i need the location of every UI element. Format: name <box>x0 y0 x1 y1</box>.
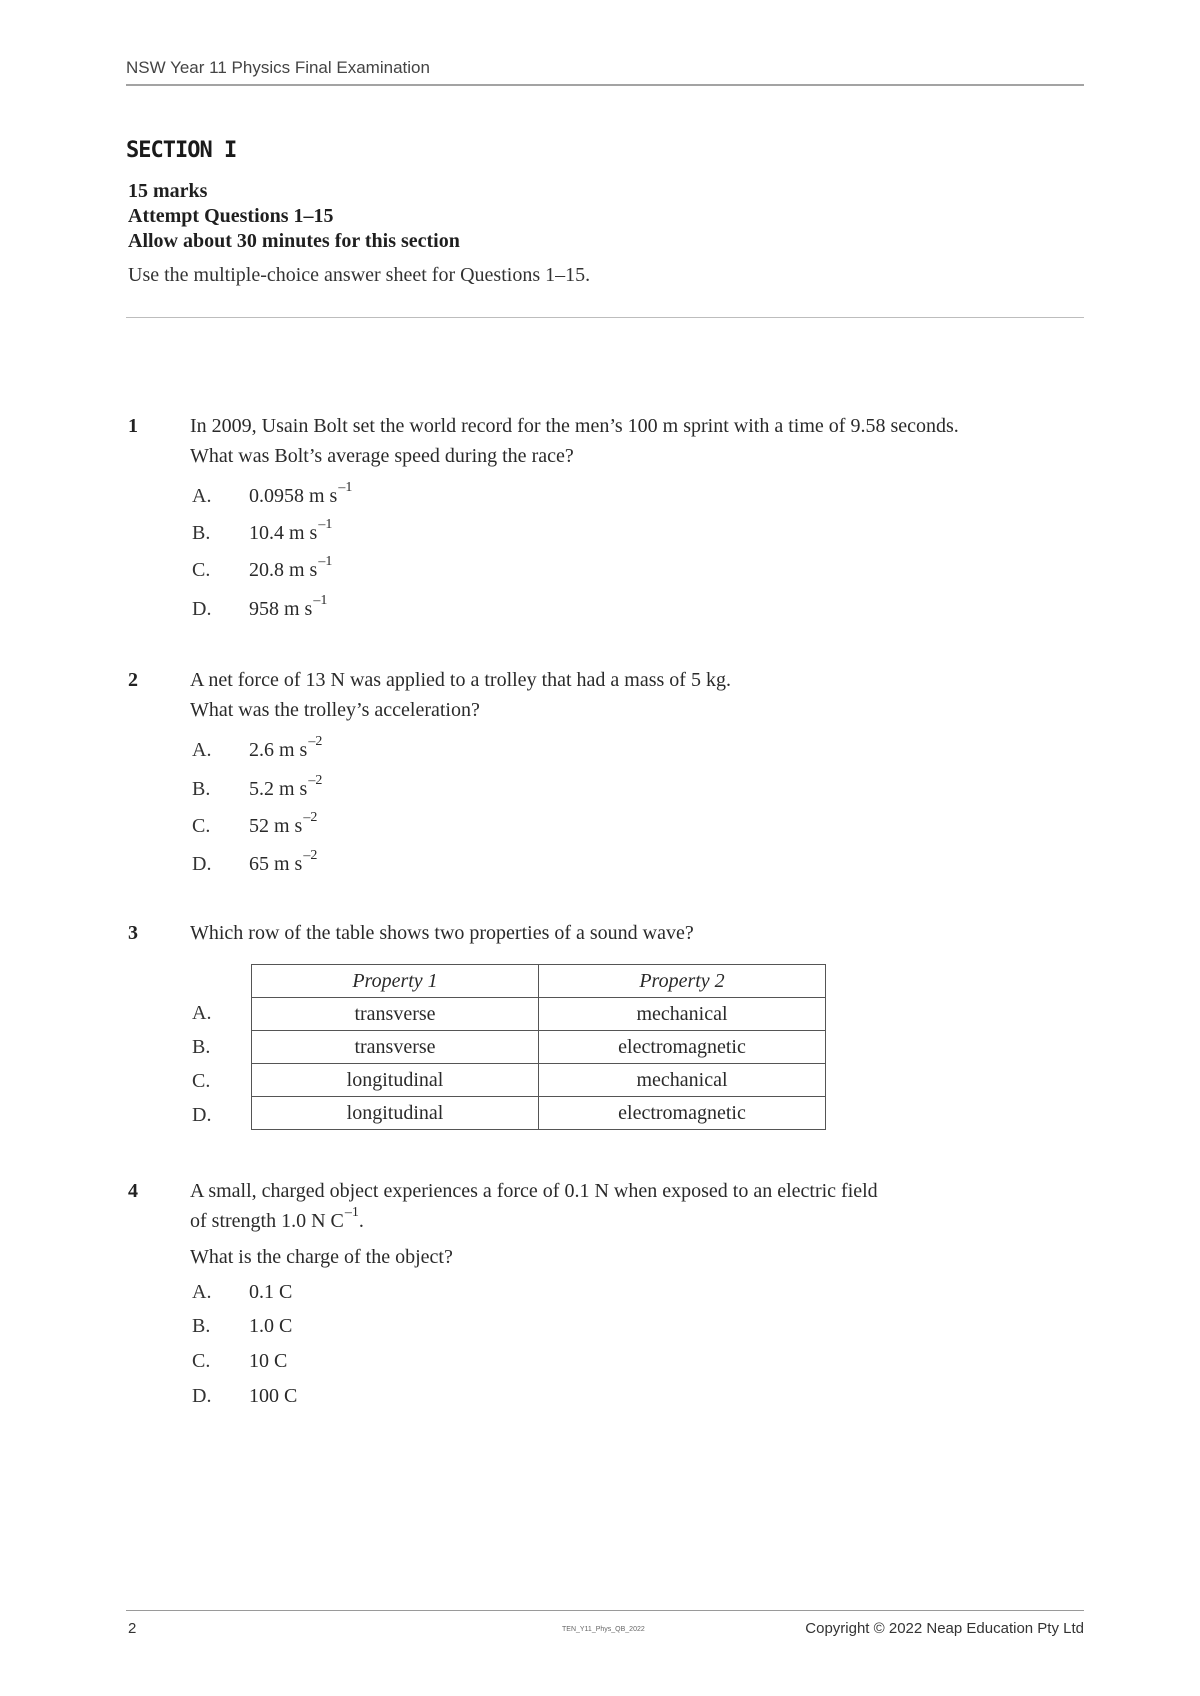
table-header-property-1: Property 1 <box>252 965 539 998</box>
question-1-option-a: 0.0958 m $s^{-1}$ <box>249 480 353 507</box>
question-2-option-letter: B. <box>192 778 211 800</box>
table-cell: mechanical <box>539 1064 826 1097</box>
table-cell: electromagnetic <box>539 1097 826 1130</box>
question-1-number: 1 <box>128 415 138 437</box>
table-cell: mechanical <box>539 998 826 1031</box>
question-1-option-letter: A. <box>192 485 212 507</box>
question-3-line-1: Which row of the table shows two properties of a sound wave? <box>190 922 694 944</box>
section-instruction: Use the multiple-choice answer sheet for Questions 1–15. <box>128 264 591 286</box>
table-row <box>252 1064 826 1097</box>
table-cell: electromagnetic <box>539 1031 826 1064</box>
question-2-number: 2 <box>128 669 138 691</box>
question-1-option-b: 10.4 m $s^{-1}$ <box>249 517 333 544</box>
question-4-line-1: A small, charged object experiences a force of 0.1 N when exposed to an electric field <box>190 1180 878 1202</box>
table-header-row <box>252 965 826 998</box>
question-4-option-b: 1.0 C <box>249 1315 293 1337</box>
question-3-table <box>251 964 826 1130</box>
question-3-row-letter: D. <box>192 1104 212 1126</box>
question-2-line-1: A net force of 13 N was applied to a trolley that had a mass of 5 kg. <box>190 669 731 691</box>
question-2-option-c: 52 m $s^{-2}$ <box>249 810 318 837</box>
question-2-option-letter: D. <box>192 853 212 875</box>
question-3-row-letter: A. <box>192 1002 212 1024</box>
document-code: TEN_Y11_Phys_QB_2022 <box>562 1626 645 1633</box>
section-attempt: Attempt Questions 1–15 <box>128 205 334 227</box>
question-2-option-letter: A. <box>192 739 212 761</box>
question-4-option-letter: A. <box>192 1281 212 1303</box>
question-4-option-d: 100 C <box>249 1385 298 1407</box>
question-1-option-d: 958 m $s^{-1}$ <box>249 593 328 620</box>
table-row <box>252 1097 826 1130</box>
question-1-option-c: 20.8 m $s^{-1}$ <box>249 554 333 581</box>
question-2-option-a: 2.6 m $s^{-2}$ <box>249 734 323 761</box>
running-header: NSW Year 11 Physics Final Examination <box>126 58 430 77</box>
question-4-option-letter: B. <box>192 1315 211 1337</box>
question-1-line-1: In 2009, Usain Bolt set the world record for the men’s 100 m sprint with a time of 9.58 seconds. <box>190 415 959 437</box>
table-cell: transverse <box>252 1031 539 1064</box>
question-1-line-2: What was Bolt’s average speed during the race? <box>190 445 574 467</box>
table-cell: transverse <box>252 998 539 1031</box>
question-2-line-2: What was the trolley’s acceleration? <box>190 699 480 721</box>
question-4-option-letter: C. <box>192 1350 211 1372</box>
question-2-option-b: 5.2 m $s^{-2}$ <box>249 773 323 800</box>
section-time: Allow about 30 minutes for this section <box>128 230 460 252</box>
table-header-property-2: Property 2 <box>539 965 826 998</box>
question-4-line-2: of strength 1.0 N $C^{-1}$. <box>190 1205 364 1232</box>
section-marks: 15 marks <box>128 180 208 202</box>
question-4-option-letter: D. <box>192 1385 212 1407</box>
question-1-option-letter: D. <box>192 598 212 620</box>
question-4-line-3: What is the charge of the object? <box>190 1246 453 1268</box>
table-cell: longitudinal <box>252 1097 539 1130</box>
question-2-option-d: 65 m $s^{-2}$ <box>249 848 318 875</box>
copyright-notice: Copyright © 2022 Neap Education Pty Ltd <box>805 1620 1084 1637</box>
page-number: 2 <box>128 1620 137 1637</box>
footer-rule <box>126 1610 1084 1611</box>
section-title: SECTION I <box>126 138 237 163</box>
question-3-row-letter: B. <box>192 1036 211 1058</box>
question-1-option-letter: C. <box>192 559 211 581</box>
question-2-option-letter: C. <box>192 815 211 837</box>
table-row <box>252 998 826 1031</box>
table-cell: longitudinal <box>252 1064 539 1097</box>
question-3-row-letter: C. <box>192 1070 211 1092</box>
question-1-option-letter: B. <box>192 522 211 544</box>
section-rule <box>126 317 1084 318</box>
question-4-option-a: 0.1 C <box>249 1281 293 1303</box>
question-3-number: 3 <box>128 922 138 944</box>
question-4-number: 4 <box>128 1180 138 1202</box>
header-rule <box>126 84 1084 86</box>
table-row <box>252 1031 826 1064</box>
question-4-option-c: 10 C <box>249 1350 288 1372</box>
